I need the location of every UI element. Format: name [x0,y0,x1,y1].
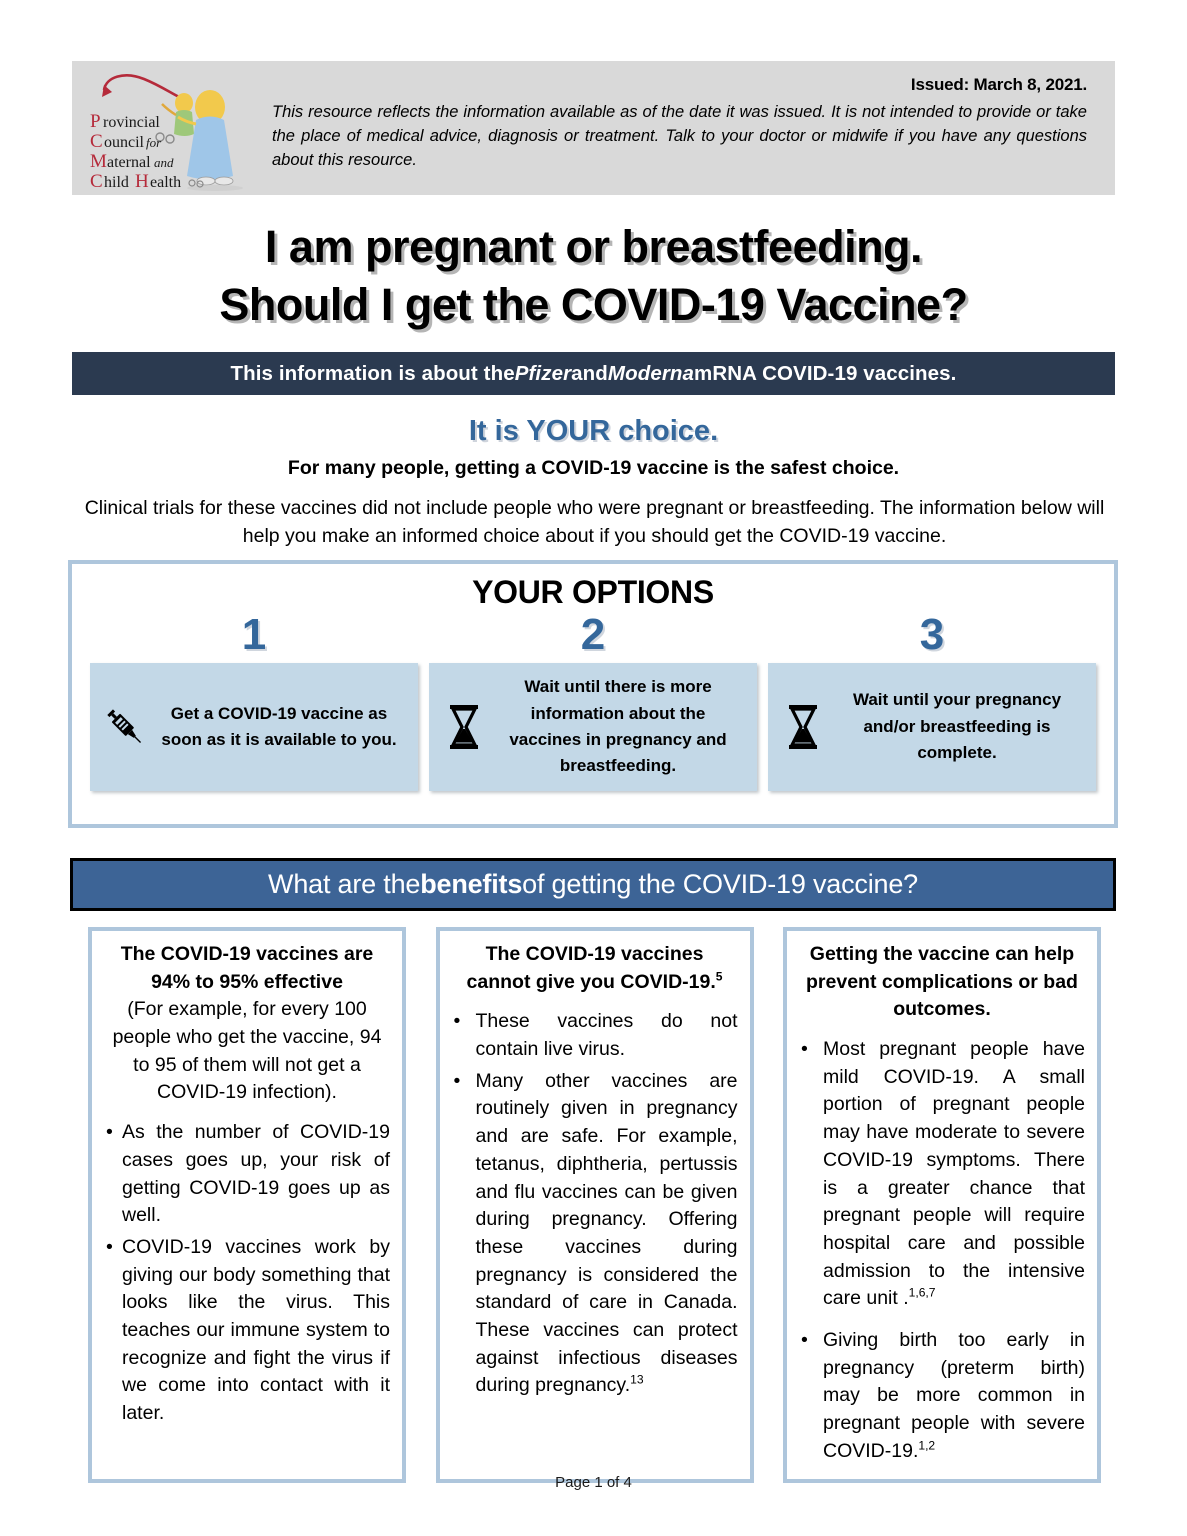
benefits-banner-prefix: What are the [268,869,421,899]
your-options-panel [68,560,1118,828]
header-text-block [254,61,1115,195]
benefit-column-1-list [104,1119,390,1428]
benefits-banner-suffix: of getting the COVID-19 vaccine? [522,869,918,899]
option-2-card [429,663,757,791]
syringe-icon [96,704,154,750]
option-1 [90,610,418,791]
choice-subheading: For many people, getting a COVID-19 vaccine is the safest choice. [287,457,900,479]
your-options-title: YOUR OPTIONS [472,574,714,610]
disclaimer-text: This resource reflects the information available as of the date it was issued. It is not intended to provide or take the place of medical advice, diagnosis or treatment. Talk to your doctor or midwife if you have any questions about this resource. [272,103,1087,169]
option-3-text: Wait until your pregnancy and/or breastfeeding is complete. [852,690,1062,763]
svg-text:hild: hild [104,174,129,191]
logo-artwork [84,65,254,191]
list-item [821,1327,1085,1465]
hourglass-icon [435,704,493,750]
svg-text:P: P [90,111,101,132]
vaccine-scope-banner [72,352,1115,395]
choice-heading: It is YOUR choice. [468,415,719,447]
benefit-column-1-lead: (For example, for every 100 people who get the vaccine, 94 to 95 of them will not get a COVID-19 infection). [112,998,382,1104]
benefits-banner [70,858,1116,911]
benefit-column-effectiveness [88,927,406,1483]
svg-text:C: C [90,171,103,191]
brand-moderna: Moderna [607,361,695,385]
option-1-number: 1 [241,610,267,659]
benefit-column-cannot-infect [436,927,754,1483]
benefit-column-3-list [799,1036,1085,1465]
svg-text:rovincial: rovincial [103,114,160,131]
header-band [72,61,1115,195]
list-item-text: Most pregnant people have mild COVID-19. A small portion of pregnant people may have moderate to severe COVID-19 symptoms. There is a greater chance that pregnant people will require hospital care and possible admission to the intensive care unit . [823,1038,1085,1310]
navy-middle: and [571,361,608,385]
svg-text:M: M [90,151,107,172]
citation-ref: 13 [630,1372,644,1387]
option-2 [429,610,757,791]
list-item: • COVID-19 vaccines work by giving our body something that looks like the virus. This teaches our immune system to recognize and fight the virus if we come into contact with it later. [120,1234,390,1428]
benefit-column-2-heading-text: The COVID-19 vaccines cannot give you COVID-19. [466,943,716,993]
benefit-column-complications [783,927,1101,1483]
option-3 [768,610,1096,791]
list-item: • As the number of COVID-19 cases goes up, your risk of getting COVID-19 goes up as well. [120,1119,390,1230]
benefit-column-2-list [452,1008,738,1400]
svg-text:ealth: ealth [150,174,182,191]
benefit-column-2-heading [452,941,738,996]
choice-body-text: Clinical trials for these vaccines did not include people who were pregnant or breastfeeding. The information below will help you make an informed choice about if you should get the COVID-19 vaccine. [84,497,1105,548]
svg-text:ouncil: ouncil [104,134,144,151]
benefit-column-3-heading: Getting the vaccine can help prevent complications or bad outcomes. [806,943,1078,1021]
page-footer: Page 1 of 4 [555,1474,632,1491]
option-2-number: 2 [580,610,606,659]
svg-text:H: H [135,171,149,191]
svg-text:aternal: aternal [107,154,151,171]
title-line-2: Should I get the COVID-19 Vaccine? [219,278,968,330]
option-3-card [768,663,1096,791]
navy-suffix: mRNA COVID-19 vaccines. [694,361,957,385]
list-item [821,1036,1085,1313]
issued-date: Issued: March 8, 2021. [910,75,1087,94]
svg-text:and: and [154,155,174,170]
list-item-text: Giving birth too early in pregnancy (preterm birth) may be more common in pregnant people with severe COVID-19. [823,1328,1085,1462]
list-item-text: Many other vaccines are routinely given in pregnancy and are safe. For example, tetanus, diphtheria, pertussis and flu vaccines can be given during pregnancy. Offering these vaccines during pregnancy is considered the standard of care in Canada. These vaccines can protect against infectious diseases during pregnancy. [475,1069,738,1397]
options-row [72,610,1114,791]
title-line-1: I am pregnant or breastfeeding. [264,221,923,272]
svg-text:C: C [90,131,103,152]
navy-prefix: This information is about the [230,361,515,385]
citation-ref: 5 [715,969,723,984]
brand-pfizer: Pfizer [514,361,572,385]
pcmch-logo [72,61,254,195]
option-1-text: Get a COVID-19 vaccine as soon as it is available to you. [161,703,397,749]
benefits-banner-bold: benefits [420,869,523,899]
list-item [474,1068,738,1400]
citation-ref: 1,2 [918,1438,936,1453]
benefit-column-1-heading: The COVID-19 vaccines are 94% to 95% effective [120,943,374,993]
benefits-columns [88,927,1101,1483]
option-2-text: Wait until there is more information about the vaccines in pregnancy and breastfeeding. [509,677,727,776]
citation-ref: 1,6,7 [908,1285,936,1300]
svg-text:for: for [146,135,162,150]
list-item: • These vaccines do not contain live virus. [474,1008,738,1063]
option-1-card [90,663,418,791]
option-3-number: 3 [919,610,945,659]
hourglass-icon [774,704,832,750]
page-title [0,218,1187,333]
